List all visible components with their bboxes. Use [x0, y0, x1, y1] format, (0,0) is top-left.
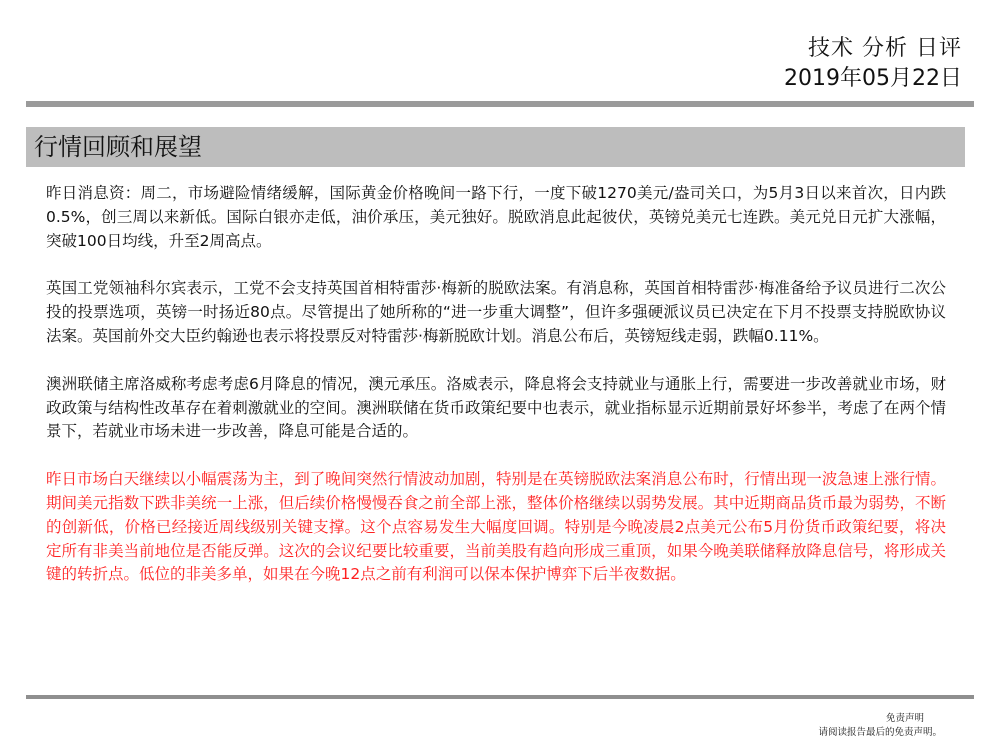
paragraph-market-review: 昨日市场白天继续以小幅震荡为主，到了晚间突然行情波动加剧，特别是在英镑脱欧法案消息公布时，行情出现一波急速上涨行情。期间美元指数下跌非美统一上涨，但后续价格慢慢吞食之前全部上涨，整体价格继续以弱势发展。其中近期商品货币最为弱势，不断的创新低，价格已经接近周线级别关键支撑。这个点容易发生大幅度回调。特别是今晚凌晨2点美元公布5月份货币政策纪要，将决定所有非美当前地位是否能反弹。这次的会议纪要比较重要，当前美股有趋向形成三重顶，如果今晚美联储释放降息信号，将形成关键的转折点。低位的非美多单，如果在今晚12点之前有利润可以保本保护博弈下后半夜数据。	[46, 470, 946, 584]
disclaimer-title: 免责声明	[885, 713, 924, 724]
bottom-divider	[26, 695, 974, 699]
report-header	[784, 34, 962, 94]
disclaimer-footer	[818, 712, 942, 740]
paragraph-news-summary: 昨日消息资：周二，市场避险情绪缓解，国际黄金价格晚间一路下行，一度下破1270美元/盎司关口，为5月3日以来首次，日内跌0.5%，创三周以来新低。国际白银亦走低，油价承压，美元独好。脱欧消息此起彼伏，英镑兑美元七连跌。美元兑日元扩大涨幅，突破100日均线，升至2周高点。	[46, 184, 946, 250]
paragraph-rba: 澳洲联储主席洛威称考虑考虑6月降息的情况，澳元承压。洛威表示，降息将会支持就业与通胀上行，需要进一步改善就业市场，财政政策与结构性改革存在着刺激就业的空间。澳洲联储在货币政策纪要中也表示，就业指标显示近期前景好坏参半，考虑了在两个情景下，若就业市场未进一步改善，降息可能是合适的。	[46, 374, 946, 441]
report-body	[46, 182, 946, 611]
paragraph-uk-brexit: 英国工党领袖科尔宾表示，工党不会支持英国首相特雷莎·梅新的脱欧法案。有消息称，英国首相特雷莎·梅准备给予议员进行二次公投的投票选项，英镑一时扬近80点。尽管提出了她所称的“进一步重大调整”，但许多强硬派议员已决定在下月不投票支持脱欧协议法案。英国前外交大臣约翰逊也表示将投票反对特雷莎·梅新脱欧计划。消息公布后，英镑短线走弱，跌幅0.11%。	[46, 279, 946, 345]
report-date: 2019年05月22日	[784, 66, 962, 91]
top-divider	[26, 101, 974, 107]
disclaimer-note: 请阅读报告最后的免责声明。	[818, 727, 942, 738]
section-title: 行情回顾和展望	[34, 133, 202, 161]
report-type: 技术 分析 日评	[808, 36, 962, 61]
section-banner	[26, 127, 965, 167]
